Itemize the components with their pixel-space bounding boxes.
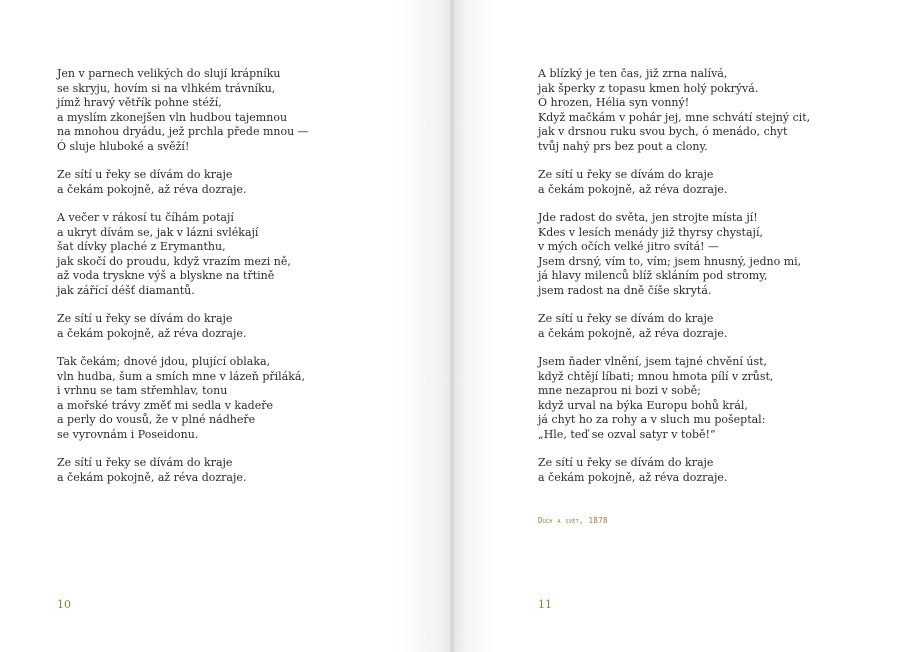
poem-text-right <box>538 67 810 499</box>
poem-line: a čekám pokojně, až réva dozraje. <box>57 470 247 484</box>
poem-text-left <box>57 67 309 499</box>
poem-line: se skryju, hovím si na vlhkém trávníku, <box>57 81 276 95</box>
poem-line: A večer v rákosí tu číhám potají <box>57 211 234 224</box>
stanza <box>57 312 309 341</box>
stanza <box>538 456 810 485</box>
poem-line: já hlavy milenců blíž skláním pod stromy, <box>538 269 768 282</box>
right-page <box>454 0 907 652</box>
poem-line: a perly do vousů, že v plné nádheře <box>57 413 256 426</box>
poem-line: Kdes v lesích menády již thyrsy chystají, <box>538 225 763 239</box>
poem-line: a čekám pokojně, až réva dozraje. <box>538 326 728 340</box>
poem-line: až voda tryskne výš a blyskne na třtině <box>57 269 275 282</box>
poem-line: a mořské trávy změť mi sedla v kadeře <box>57 398 273 412</box>
poem-line: když chtějí líbati; mnou hmota pílí v zrůst, <box>538 369 774 383</box>
stanza <box>57 168 309 197</box>
poem-line: v mých očích velké jitro svítá! — <box>538 240 720 253</box>
poem-line: na mnohou dryádu, jež prchla přede mnou — <box>57 125 309 138</box>
poem-line: jak skočí do proudu, když vrazím mezi ně, <box>57 254 291 268</box>
poem-line: Ze sítí u řeky se dívám do kraje <box>538 456 714 469</box>
poem-line: Ze sítí u řeky se dívám do kraje <box>538 168 714 181</box>
poem-line: vln hudba, šum a smích mne v lázeň přiláká, <box>57 369 305 383</box>
poem-line: šat dívky plaché z Erymanthu, <box>57 240 226 253</box>
poem-line: „Hle, teď se ozval satyr v tobě!“ <box>538 427 716 441</box>
page-number-left: 10 <box>57 598 71 611</box>
stanza <box>57 456 309 485</box>
poem-line: Když mačkám v pohár jej, mne schvátí stejný cit, <box>538 110 811 124</box>
poem-line: Ze sítí u řeky se dívám do kraje <box>57 312 233 325</box>
poem-line: i vrhnu se tam střemhlav, tonu <box>57 384 228 397</box>
poem-line: mne nezaprou ni bozi v sobě; <box>538 384 701 397</box>
stanza <box>538 355 810 442</box>
poem-line: a myslím zkonejšen vln hudbou tajemnou <box>57 110 288 124</box>
poem-line: já chyt ho za rohy a v sluch mu pošeptal: <box>538 413 766 426</box>
poem-line: Jsem drsný, vím to, vím; jsem hnusný, jedno mi, <box>538 254 802 268</box>
poem-line: jak v drsnou ruku svou bych, ó menádo, chyt <box>538 125 788 138</box>
poem-line: Ze sítí u řeky se dívám do kraje <box>57 168 233 181</box>
poem-line: Ze sítí u řeky se dívám do kraje <box>57 456 233 469</box>
poem-line: A blízký je ten čas, již zrna nalívá, <box>538 67 728 80</box>
stanza <box>538 312 810 341</box>
poem-line: jak šperky z topasu kmen holý pokrývá. <box>538 81 759 95</box>
poem-line: a ukryt dívám se, jak v lázni svlékají <box>57 225 259 239</box>
stanza <box>538 168 810 197</box>
left-page <box>0 0 450 652</box>
poem-line: Ze sítí u řeky se dívám do kraje <box>538 312 714 325</box>
stanza <box>538 211 810 298</box>
poem-line: Ó hrozen, Hélia syn vonný! <box>538 96 690 109</box>
poem-line: se vyrovnám i Poseidonu. <box>57 427 199 441</box>
page-number-right: 11 <box>538 598 552 611</box>
poem-line: Ó sluje hluboké a svěží! <box>57 139 190 153</box>
poem-line: Jde radost do světa, jen strojte místa jí! <box>538 211 758 224</box>
poem-line: jsem radost na dně číše skrytá. <box>538 283 712 297</box>
poem-line: když urval na býka Europu bohů král, <box>538 398 748 412</box>
poem-line: jímž hravý větřík pohne stéží, <box>57 96 222 109</box>
poem-line: Jsem ňader vlnění, jsem tajné chvění úst, <box>538 355 768 368</box>
poem-attribution: Duch a svět, 1878 <box>538 516 608 525</box>
poem-line: a čekám pokojně, až réva dozraje. <box>57 326 247 340</box>
poem-line: tvůj nahý prs bez pout a clony. <box>538 139 708 153</box>
poem-line: jak zářící déšť diamantů. <box>57 283 195 297</box>
poem-line: Jen v parnech velikých do slují krápníku <box>57 67 281 80</box>
stanza <box>57 67 309 154</box>
stanza <box>57 211 309 298</box>
stanza <box>538 67 810 154</box>
stanza <box>57 355 309 442</box>
poem-line: a čekám pokojně, až réva dozraje. <box>57 182 247 196</box>
poem-line: a čekám pokojně, až réva dozraje. <box>538 182 728 196</box>
poem-line: a čekám pokojně, až réva dozraje. <box>538 470 728 484</box>
poem-line: Tak čekám; dnové jdou, plující oblaka, <box>57 355 271 368</box>
